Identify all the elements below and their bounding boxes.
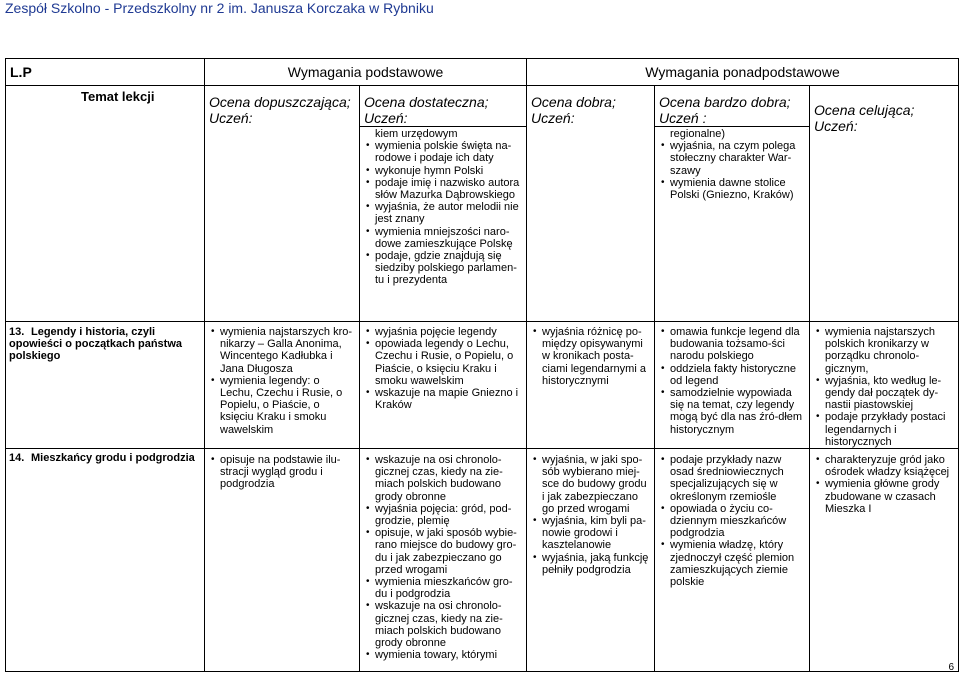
level-dop: Ocena dopuszczająca; Uczeń: xyxy=(209,94,351,126)
row13-dost-list xyxy=(364,323,522,411)
list-item: • wyjaśnia pojęcie legendy xyxy=(364,326,522,338)
topic-13-title: Legendy i historia, czyli opowieści o początkach państwa polskiego xyxy=(9,326,182,363)
list-item: kiem urzędowym xyxy=(375,128,458,140)
list-item: regionalne) xyxy=(670,128,726,140)
row14-bdb-list xyxy=(659,450,805,588)
level-cel-cell xyxy=(810,86,959,322)
list-item: • wyjaśnia pojęcia: gród, pod-grodzie, plemię xyxy=(364,503,522,527)
topic-14-number: 14. xyxy=(9,452,25,465)
row13-bdb-cell xyxy=(655,322,810,449)
row13-cel-cell xyxy=(810,322,959,449)
row13-dobra-cell xyxy=(527,322,655,449)
document-header-title: Zespół Szkolno - Przedszkolny nr 2 im. Janusza Korczaka w Rybniku xyxy=(5,0,434,16)
list-item: • podaje imię i nazwisko autora słów Mazurka Dąbrowskiego xyxy=(364,177,522,201)
list-item: • wskazuje na mapie Gniezno i Kraków xyxy=(364,387,522,411)
list-item: • opowiada o życiu co-dziennym mieszkańców podgrodzia xyxy=(659,503,805,540)
page-number: 6 xyxy=(948,662,954,673)
row13-cel-list xyxy=(814,323,954,448)
row14-dop-cell xyxy=(205,449,360,672)
level-dobra-cell xyxy=(527,86,655,322)
list-item: • wyjaśnia, kim byli pa-nowie grodowi i kasztelanowie xyxy=(531,515,650,552)
list-item: • wymienia główne grody zbudowane w czasach Mieszka I xyxy=(814,478,954,515)
list-item: • opowiada legendy o Lechu, Czechu i Rusie, o Popielu, o Piaście, o księciu Kraku i smoku wawelskim xyxy=(364,338,522,387)
list-item: wymienia dawne stolice Polski (Gniezno, Kraków) xyxy=(670,176,794,202)
list-item: • wymienia władzę, który zjednoczył część plemion zamieszkujących ziemie polskie xyxy=(659,539,805,588)
list-item: • wykonuje hymn Polski xyxy=(364,165,522,177)
list-item: • wymienia towary, którymi xyxy=(364,649,522,661)
topic-header: Temat lekcji xyxy=(81,89,155,104)
row14-dost-list xyxy=(364,450,522,661)
topic-13 xyxy=(6,322,204,363)
level-cel: Ocena celująca; Uczeń: xyxy=(814,102,915,134)
cont-bdb-cell xyxy=(655,127,810,322)
cont-bdb-list xyxy=(659,128,805,201)
table-header-row xyxy=(6,59,959,86)
row14-dobra-list xyxy=(531,450,650,576)
list-item: • wymienia polskie święta na-rodowe i podaje ich daty xyxy=(364,140,522,164)
row14-cel-list xyxy=(814,450,954,515)
requirements-table xyxy=(5,58,959,672)
level-dost-cell xyxy=(360,86,527,127)
advanced-requirements-header: Wymagania ponadpodstawowe xyxy=(527,59,959,86)
topic-13-number: 13. xyxy=(9,326,25,338)
row14-dop-list xyxy=(209,450,355,491)
list-item: • podaje przykłady postaci legendarnych i historycznych xyxy=(814,411,954,448)
level-bdb: Ocena bardzo dobra; Uczeń : xyxy=(659,94,791,126)
level-dobra: Ocena dobra; Uczeń: xyxy=(531,94,616,126)
list-item: • wymienia najstarszych polskich kronikarzy w porządku chronolo-gicznym, xyxy=(814,326,954,375)
list-item: • podaje przykłady nazw osad średniowiecznych specjalizujących się w określonym rzemiośle xyxy=(659,454,805,503)
level-bdb-cell xyxy=(655,86,810,127)
level-dop-cell xyxy=(205,86,360,322)
row14-dost-cell xyxy=(360,449,527,672)
table-row xyxy=(6,322,959,449)
cont-dost-list xyxy=(364,128,522,287)
list-item: • oddziela fakty historyczne od legend xyxy=(659,363,805,387)
row14-bdb-cell xyxy=(655,449,810,672)
row13-dobra-list xyxy=(531,323,650,387)
lp-header: L.P xyxy=(6,59,205,86)
list-item: • wyjaśnia, w jaki spo-sób wybierano miej-sce do budowy grodu i jak zabezpieczano go przed wrogami xyxy=(531,454,650,515)
topic-14-cell xyxy=(6,449,205,672)
row14-dobra-cell xyxy=(527,449,655,672)
list-item: • charakteryzuje gród jako ośrodek władzy książęcej xyxy=(814,454,954,478)
level-dost: Ocena dostateczna; Uczeń: xyxy=(364,94,489,126)
list-item: • wskazuje na osi chronolo-gicznej czas, kiedy na zie-miach polskich budowano grody obronne xyxy=(364,600,522,649)
row14-cel-cell xyxy=(810,449,959,672)
list-item: • wskazuje na osi chronolo-gicznej czas, kiedy na zie-miach polskich budowano grody obronne xyxy=(364,454,522,503)
list-item: • wymienia najstarszych kro-nikarzy – Galla Anonima, Wincentego Kadłubka i Jana Długosza xyxy=(209,326,355,375)
basic-requirements-header: Wymagania podstawowe xyxy=(205,59,527,86)
row13-bdb-list xyxy=(659,323,805,436)
topic-13-cell xyxy=(6,322,205,449)
list-item: • opisuje, w jaki sposób wybie-rano miejsce do budowy gro-du i jak zabezpieczano go przed wrogami xyxy=(364,527,522,576)
table-row xyxy=(6,449,959,672)
list-item: • opisuje na podstawie ilu-stracji wygląd grodu i podgrodzia xyxy=(209,454,355,491)
topic-header-cell xyxy=(6,86,205,322)
list-item: • omawia funkcje legend dla budowania tożsamo-ści narodu polskiego xyxy=(659,326,805,363)
list-item: • podaje, gdzie znajdują się siedziby polskiego parlamen-tu i prezydenta xyxy=(364,250,522,287)
list-item: • wymienia mniejszości naro-dowe zamieszkujące Polskę xyxy=(364,226,522,250)
list-item: • wyjaśnia różnicę po-między opisywanymi w kronikach posta-ciami legendarnymi a historycznymi xyxy=(531,326,650,387)
list-item: • wyjaśnia, kto według le-gendy dał początek dy-nastii piastowskiej xyxy=(814,375,954,412)
topic-14-title: Mieszkańcy grodu i podgrodzia xyxy=(31,452,195,465)
level-header-row xyxy=(6,86,959,127)
list-item: • wymienia mieszkańców gro-du i podgrodzia xyxy=(364,576,522,600)
list-item: • wyjaśnia, na czym polega stołeczny charakter War-szawy xyxy=(659,140,805,177)
topic-14 xyxy=(6,449,204,464)
cont-dost-cell xyxy=(360,127,527,322)
row13-dost-cell xyxy=(360,322,527,449)
list-item: • wyjaśnia, że autor melodii nie jest znany xyxy=(364,201,522,225)
row13-dop-cell xyxy=(205,322,360,449)
row13-dop-list xyxy=(209,323,355,436)
list-item: • wyjaśnia, jaką funkcję pełniły podgrodzia xyxy=(531,552,650,576)
list-item: • wymienia legendy: o Lechu, Czechu i Rusie, o Popielu, o Piaście, o księciu Kraku i smoku wawelskim xyxy=(209,375,355,436)
list-item: • samodzielnie wypowiada się na temat, czy legendy mogą być dla nas źró-dłem historycznym xyxy=(659,387,805,436)
